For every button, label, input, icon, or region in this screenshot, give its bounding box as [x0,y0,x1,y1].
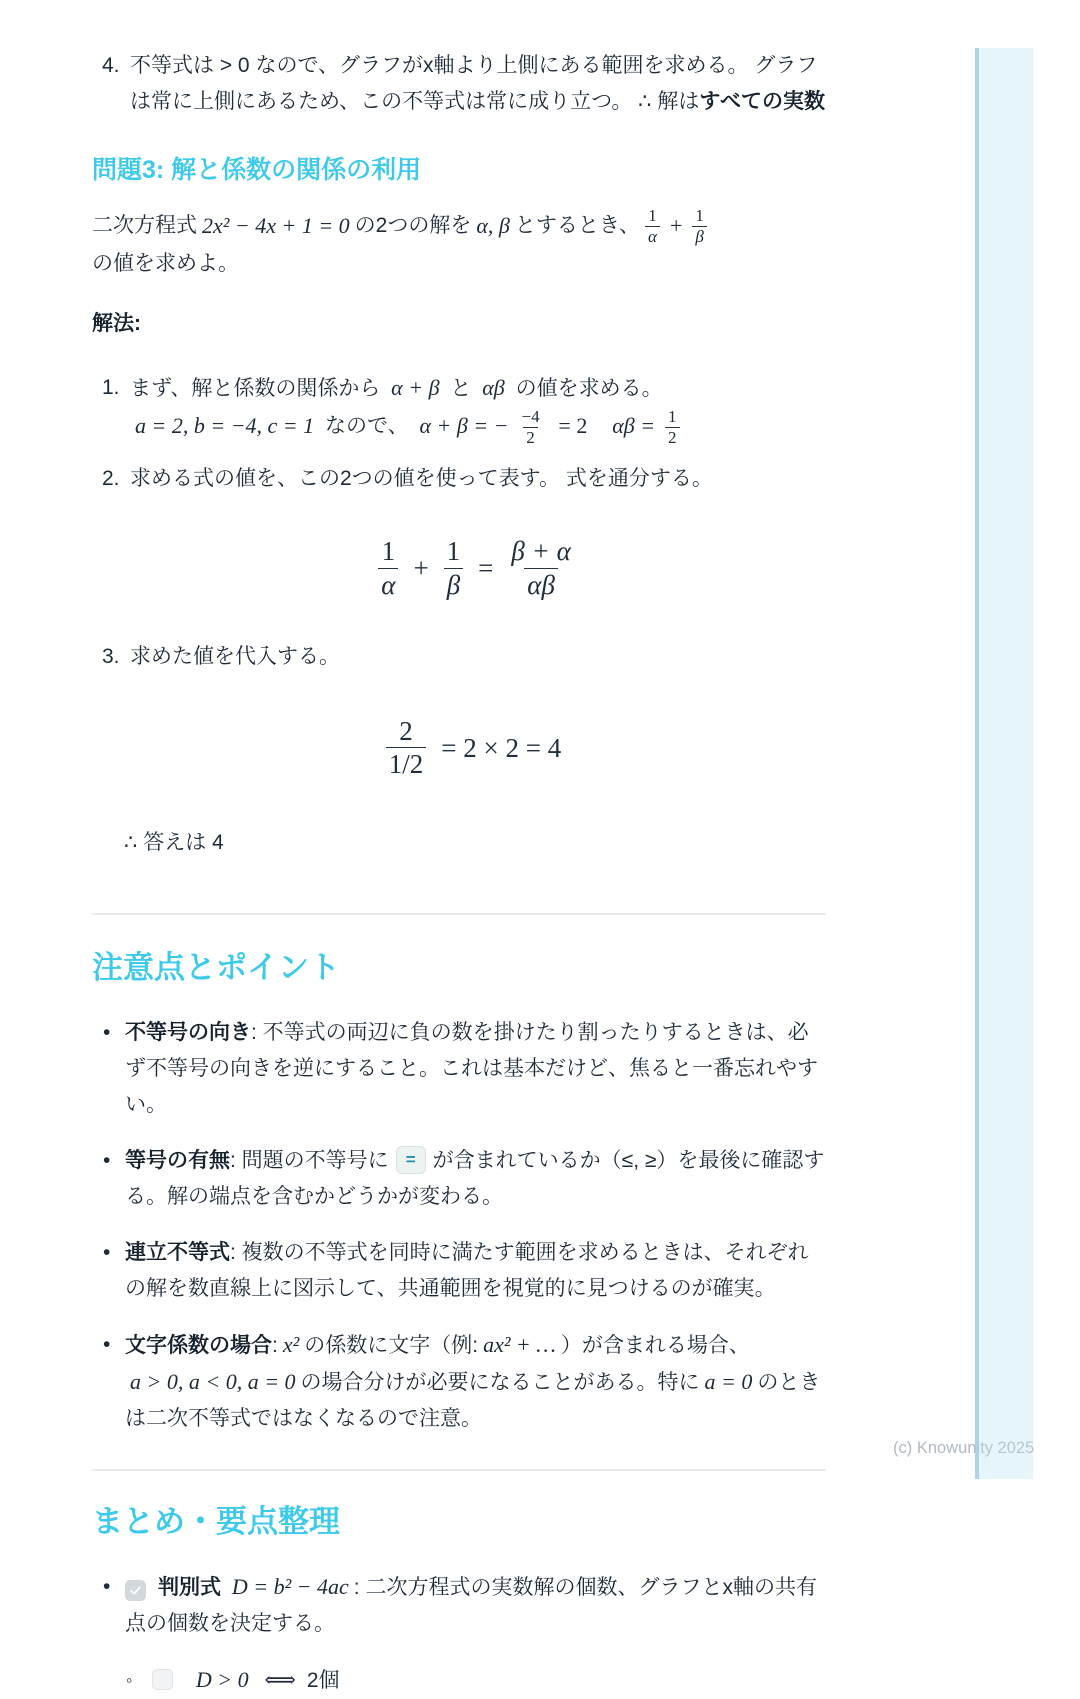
checked-checkbox-icon [125,1580,146,1601]
alpha-plus-beta: α + β [391,375,440,401]
fraction-one-over-beta: $\frac{1}{\beta}$ [692,206,707,246]
alpha-beta: αβ [482,375,505,401]
fraction-one-over-beta: $\frac{1}{\beta}$ [444,535,464,601]
caution-item-equality: • 等号の有無: 問題の不等号に = が含まれているか（≤, ≥）を最後に確認する。解の端点を含むかどうかが変わる。 [92,1143,828,1215]
statement-text: 二次方程式 [92,214,197,238]
bullet-icon: • [103,1332,111,1356]
item4-text: 不等式は > 0 なので、グラフがx軸より上側にある範囲を求める。 グラフは常に上側にあるため、この不等式は常に成り立つ。 ∴ 解は [130,54,818,113]
x-squared: x² [282,1331,300,1357]
result-expression: = 2 × 2 = 4 [441,732,562,763]
bullet-icon: • [103,1020,111,1044]
d-greater-than-zero: D > 0 [195,1666,249,1692]
equals-two: = 2 [558,412,588,438]
fraction-1-over-2: $\frac{1}{2}$ [665,407,680,447]
note-content [92,0,828,1699]
iff-arrow: ⟺ [264,1666,296,1692]
discriminant-formula: D = b² − 4ac [231,1573,349,1599]
coefficients: a = 2, b = −4, c = 1 [135,412,315,438]
section-divider [92,913,826,915]
unchecked-checkbox-icon [152,1669,173,1690]
list-number: 4. [102,54,120,77]
cautions-list [92,1015,828,1437]
fraction-one-over-alpha: $\frac{1}{\alpha}$ [645,206,660,246]
equals-operator: = [478,553,494,584]
ax-squared: ax² + … [483,1331,556,1357]
summary-heading: まとめ・要点整理 [92,1503,340,1539]
plus-operator: + [669,213,683,239]
equals-code-badge: = [396,1146,426,1174]
statement-text: の2つの解を [354,214,472,238]
bullet-icon: • [103,1574,111,1598]
copyright-watermark: (c) Knowunity 2025 [893,1439,1035,1457]
a-cases: a > 0, a < 0, a = 0 [130,1368,296,1394]
summary-subitem-d-positive: ◦ D > 0 ⟺ 2個 [92,1662,828,1699]
sum-equation: α + β = − [419,412,509,438]
solution-label: 解法: [92,312,141,336]
solution-step-3: 3. 求めた値を代入する。 [92,639,828,675]
fraction-one-over-alpha: $\frac{1}{\alpha}$ [378,535,398,601]
list-number: 2. [102,467,120,491]
a-equals-zero: a = 0 [704,1368,753,1394]
bullet-icon: • [103,1148,111,1172]
solution-steps [92,370,828,861]
fraction-neg4-over-2: $\frac{-4}{2}$ [521,407,540,447]
cautions-heading: 注意点とポイント [92,949,340,985]
problem3-statement [92,206,828,282]
answer-line: ∴ 答えは 4 [124,830,224,854]
fraction-2-over-half: $\frac{2}{1/2}$ [386,715,427,781]
plus-operator: + [413,553,429,584]
statement-text: とするとき、 [514,214,641,238]
sub-bullet-icon: ◦ [126,1669,133,1690]
bullet-icon: • [103,1240,111,1264]
product-equation: αβ = [612,412,656,438]
sum-of-reciprocals-formula [108,535,844,601]
solution-step-1: 1. まず、解と係数の関係から α + β と αβ の値を求める。 a = 2, b = −4, c = 1 なので、 α + β = − $\frac{-4}{2}$ = 2 αβ = $\frac{1}{2}$ [92,370,828,447]
statement-roots: α, β [476,213,510,239]
item4-bold: すべての実数 [699,90,825,113]
section-divider [92,1469,826,1471]
caution-item-direction: • 不等号の向き: 不等式の両辺に負の数を掛けたり割ったりするときは、必ず不等号の向きを逆にすること。これは基本だけど、焦ると一番忘れやすい。 [92,1015,828,1123]
summary-item-discriminant: • 判別式 D = b² − 4ac : 二次方程式の実数解の個数、グラフとx軸の共有点の個数を決定する。 [92,1569,828,1642]
right-highlight-bar [975,48,1033,1479]
solution-step-2: 2. 求める式の値を、この2つの値を使って表す。 式を通分する。 [92,461,828,497]
list-item-text [130,48,828,120]
caution-item-simultaneous: • 連立不等式: 複数の不等式を同時に満たす範囲を求めるときは、それぞれの解を数直線上に図示して、共通範囲を視覚的に見つけるのが確実。 [92,1235,828,1307]
problem3-heading: 問題3: 解と係数の関係の利用 [92,156,422,184]
statement-text: の値を求めよ。 [92,252,239,276]
fraction-beta-plus-alpha-over-alphabeta: $\frac{\beta + \alpha}{\alpha\beta}$ [511,536,571,600]
substitution-formula [108,715,844,781]
list-number: 1. [102,376,120,400]
caution-item-letter-coefficient: • 文字係数の場合: x² の係数に文字（例: ax² + … ）が含まれる場合、a > 0, a < 0, a = 0 の場合分けが必要になることがある。特に a = 0 のときは二次不等式ではなくなるので注意。 [92,1327,828,1437]
list-item-4 [92,48,828,120]
list-number: 3. [102,644,120,668]
statement-equation: 2x² − 4x + 1 = 0 [202,213,350,239]
